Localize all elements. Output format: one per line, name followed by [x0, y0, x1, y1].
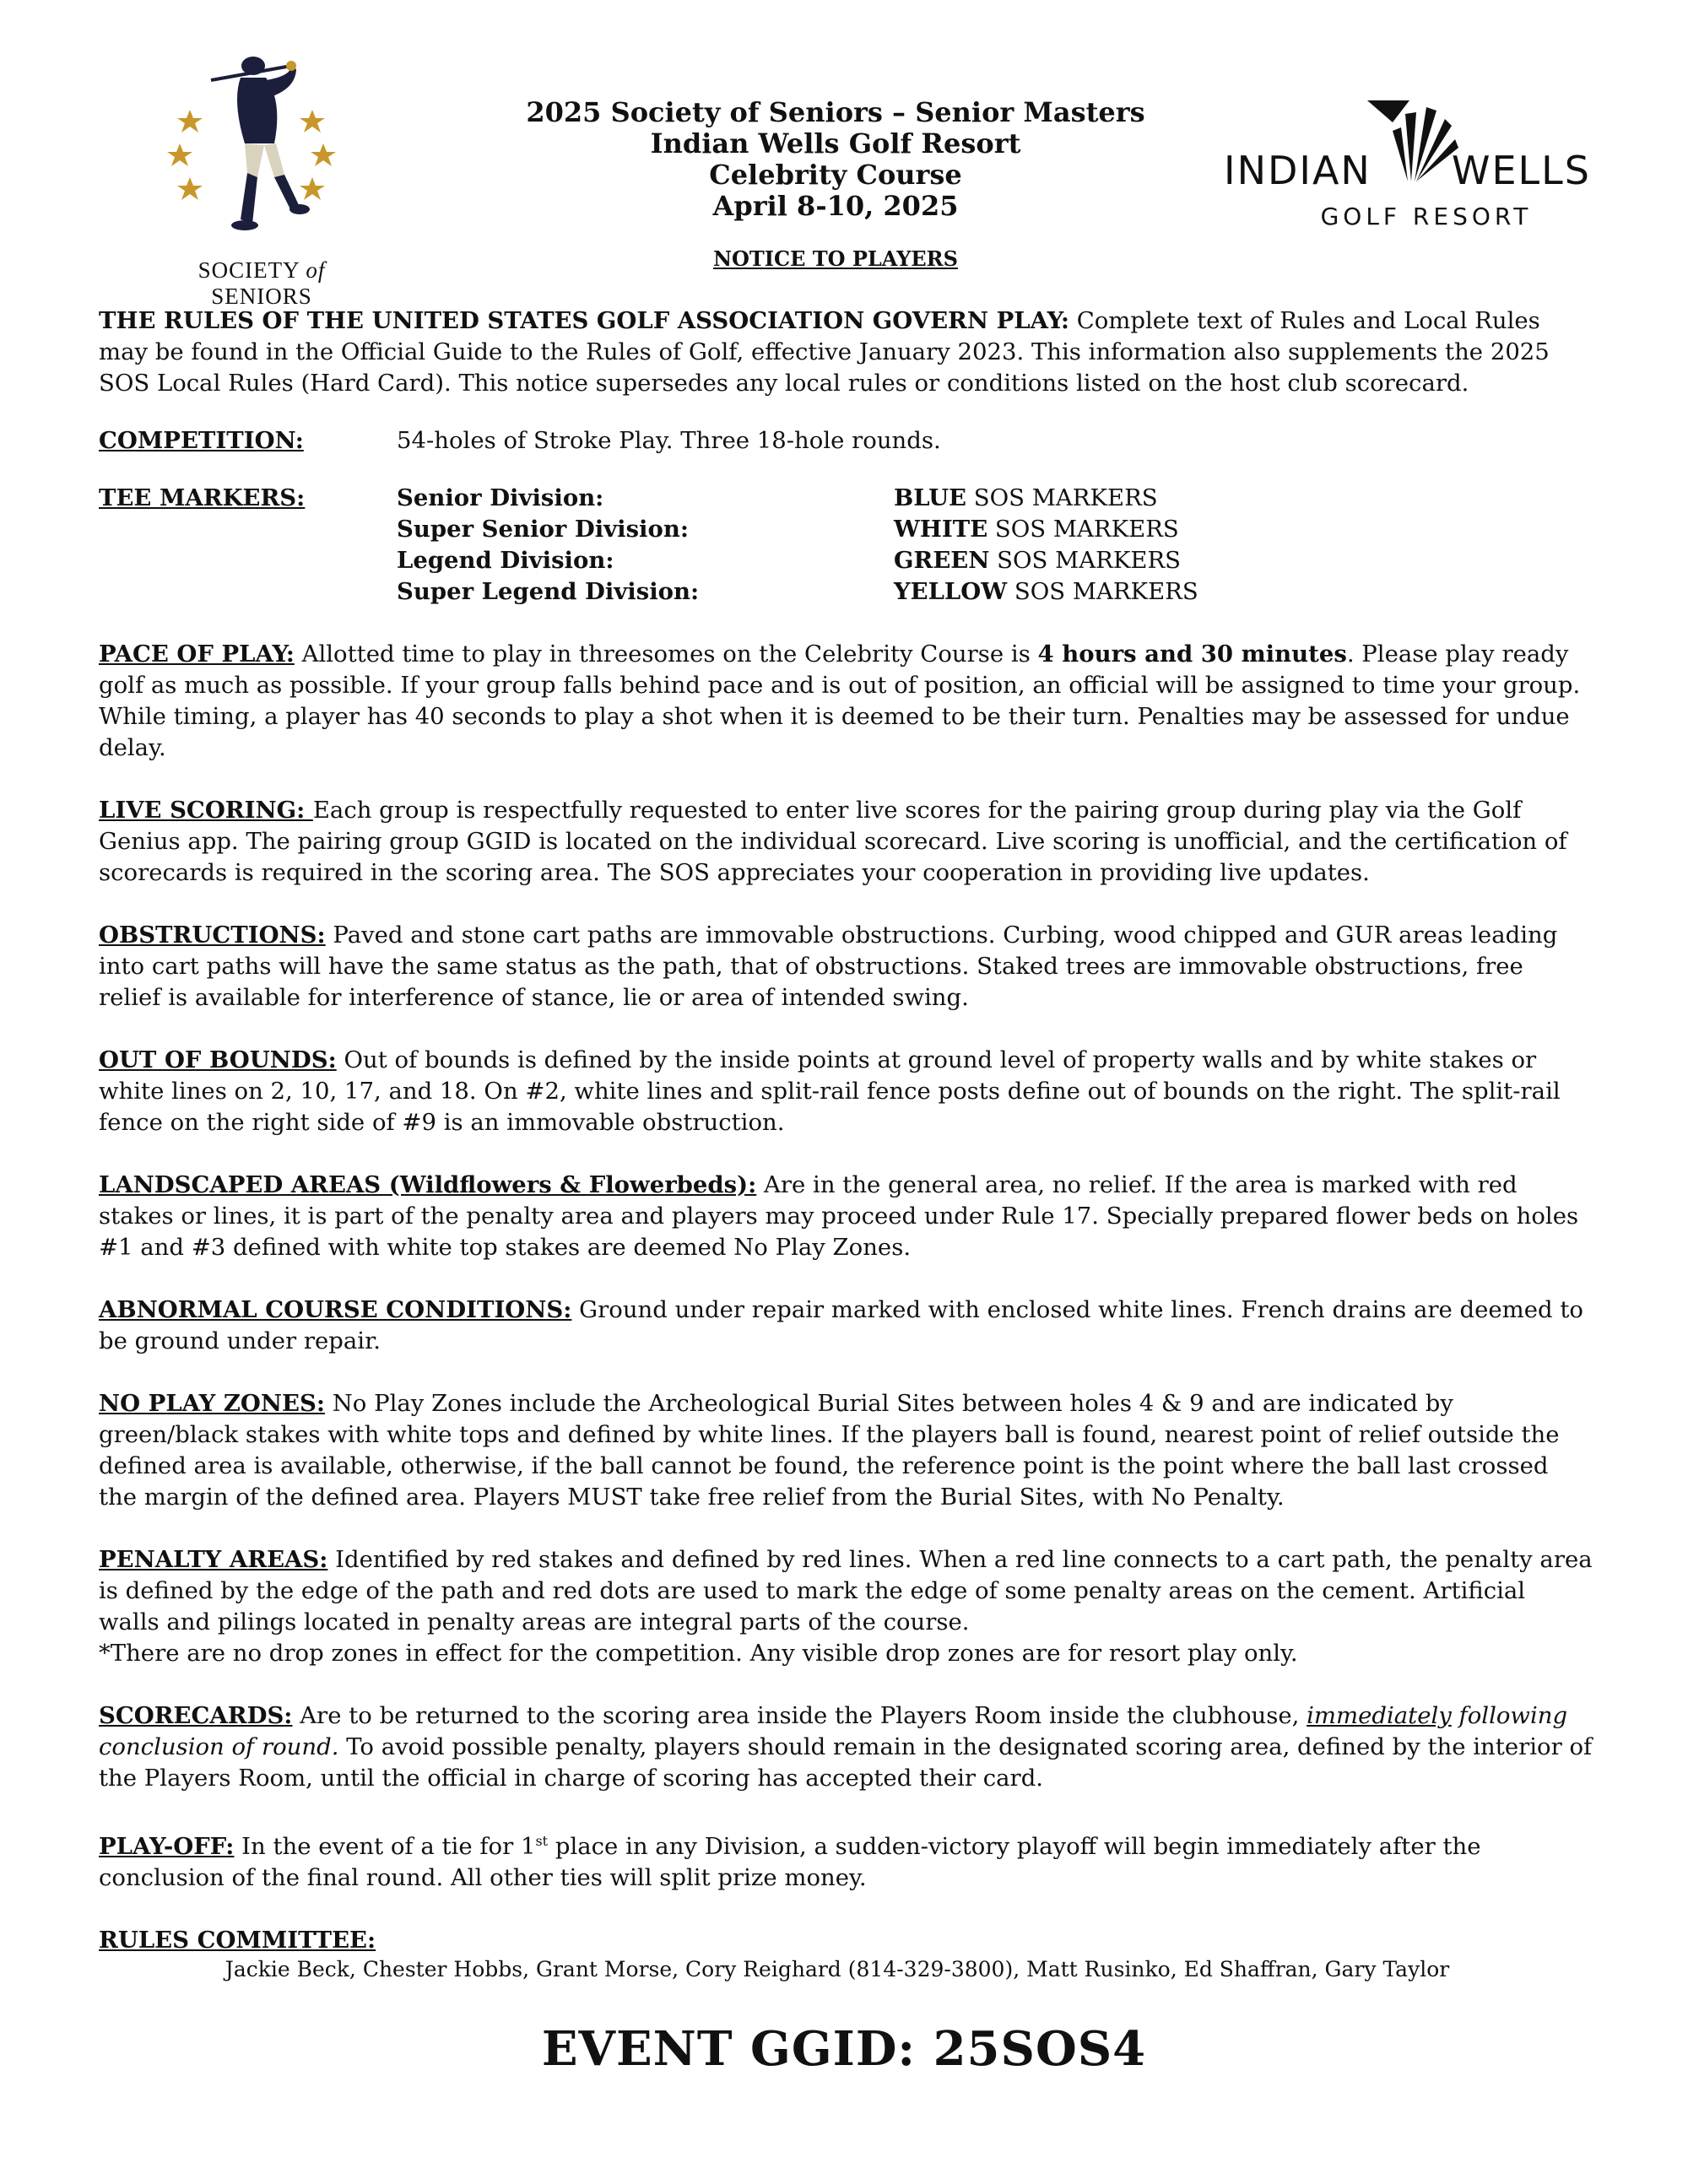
- notice-title: NOTICE TO PLAYERS: [713, 246, 958, 271]
- event-title: 2025 Society of Seniors – Senior Masters: [526, 96, 1145, 128]
- society-of-seniors-logo: [148, 51, 376, 309]
- society-of-seniors-caption: SOCIETY of SENIORS: [197, 257, 326, 309]
- drop-zone-note: *There are no drop zones in effect for the competition. Any visible drop zones are for resort play only.: [99, 1640, 1298, 1667]
- tee-division: Legend Division:: [397, 547, 614, 574]
- event-venue: Indian Wells Golf Resort: [650, 127, 1021, 159]
- penalty-areas-section: PENALTY AREAS: Identified by red stakes and defined by red lines. When a red line connects to a cart path, the penalty area is defined by the edge of the path and red dots are used to mark the edge of some penalty areas on the cement. Artificial walls and pilings located in penalty areas are integral parts of the course. *There are no drop zones in effect for the competition. Any visible drop zones are for resort play only.: [99, 1546, 1593, 1667]
- event-course: Celebrity Course: [709, 159, 962, 191]
- tee-marker: WHITE SOS MARKERS: [894, 516, 1179, 543]
- golf-resort-wordmark: GOLF RESORT: [1320, 203, 1533, 230]
- golfer-with-stars-icon: [165, 51, 359, 253]
- tee-division: Super Legend Division:: [397, 578, 700, 605]
- indian-wells-logo: [1224, 97, 1592, 232]
- tee-division: Senior Division:: [397, 484, 604, 511]
- competition-text: 54-holes of Stroke Play. Three 18-hole rounds.: [397, 427, 941, 454]
- indian-wells-wordmark: INDIAN WELLS: [1224, 148, 1592, 193]
- landscaped-areas-section: LANDSCAPED AREAS (Wildflowers & Flowerbeds): Are in the general area, no relief. If the area is marked with red stakes or lines, it is part of the penalty area and players may proceed under Rule 17. Specially prepared flower beds on holes #1 and #3 defined with white top stakes are deemed No Play Zones.: [99, 1171, 1579, 1261]
- competition-heading: COMPETITION:: [99, 427, 304, 454]
- notice-body: [99, 305, 1593, 1983]
- competition-section: [99, 425, 1593, 457]
- play-off-section: PLAY-OFF: In the event of a tie for 1st place in any Division, a sudden-victory playoff will begin immediately after the conclusion of the final round. All other ties will split prize money.: [99, 1833, 1481, 1892]
- rules-committee-heading: RULES COMMITTEE:: [99, 1927, 376, 1954]
- no-play-zones-section: NO PLAY ZONES: No Play Zones include the Archeological Burial Sites between holes 4 & 9 and are indicated by green/black stakes with white tops and defined by white lines. If the players ball is found, nearest point of relief outside the defined area is available, otherwise, if the ball cannot be found, the reference point is the point where the ball last crossed the margin of the defined area. Players MUST take free relief from the Burial Sites, with No Penalty.: [99, 1390, 1560, 1511]
- out-of-bounds-section: OUT OF BOUNDS: Out of bounds is defined by the inside points at ground level of property walls and by white stakes or white lines on 2, 10, 17, and 18. On #2, white lines and split-rail fence posts define out of bounds on the right. The split-rail fence on the right side of #9 is an immovable obstruction.: [99, 1046, 1561, 1136]
- rules-intro: THE RULES OF THE UNITED STATES GOLF ASSOCIATION GOVERN PLAY: Complete text of Rules and Local Rules may be found in the Official Guide to the Rules of Golf, effective January 2023. This information also supplements the 2025 SOS Local Rules (Hard Card). This notice supersedes any local rules or conditions listed on the host club scorecard.: [99, 307, 1550, 397]
- abnormal-conditions-section: ABNORMAL COURSE CONDITIONS: Ground under repair marked with enclosed white lines. French drains are deemed to be ground under repair.: [99, 1296, 1583, 1354]
- event-dates: April 8-10, 2025: [712, 190, 959, 222]
- tee-division: Super Senior Division:: [397, 516, 689, 543]
- tee-markers-section: [99, 483, 1593, 608]
- scorecards-section: SCORECARDS: Are to be returned to the scoring area inside the Players Room inside the clubhouse, immediately following conclusion of round. To avoid possible penalty, players should remain in the designated scoring area, defined by the interior of the Players Room, until the official in charge of scoring has accepted their card.: [99, 1702, 1593, 1792]
- tee-marker: GREEN SOS MARKERS: [894, 547, 1181, 574]
- pace-of-play-section: PACE OF PLAY: Allotted time to play in threesomes on the Celebrity Course is 4 hours and 30 minutes. Please play ready golf as much as possible. If your group falls behind pace and is out of position, an official will be assigned to time your group. While timing, a player has 40 seconds to play a shot when it is deemed to be their turn. Penalties may be assessed for undue delay.: [99, 641, 1581, 761]
- rules-committee-section: [99, 1925, 1593, 1983]
- tee-markers-heading: TEE MARKERS:: [99, 484, 306, 511]
- tee-marker: BLUE SOS MARKERS: [894, 484, 1158, 511]
- rules-committee-members: Jackie Beck, Chester Hobbs, Grant Morse, Cory Reighard (814-329-3800), Matt Rusinko, Ed Shaffran, Gary Taylor: [225, 1957, 1450, 1982]
- obstructions-section: OBSTRUCTIONS: Paved and stone cart paths are immovable obstructions. Curbing, wood chipped and GUR areas leading into cart paths will have the same status as the path, that of obstructions. Staked trees are immovable obstructions, free relief is available for interference of stance, lie or area of intended swing.: [99, 922, 1558, 1011]
- live-scoring-section: LIVE SCORING: Each group is respectfully requested to enter live scores for the pairing group during play via the Golf Genius app. The pairing group GGID is located on the individual scorecard. Live scoring is unofficial, and the certification of scorecards is required in the scoring area. The SOS appreciates your cooperation in providing live updates.: [99, 797, 1567, 886]
- tee-marker: YELLOW SOS MARKERS: [894, 578, 1198, 605]
- event-ggid: EVENT GGID: 25SOS4: [541, 2021, 1147, 2077]
- event-header: [473, 97, 1198, 222]
